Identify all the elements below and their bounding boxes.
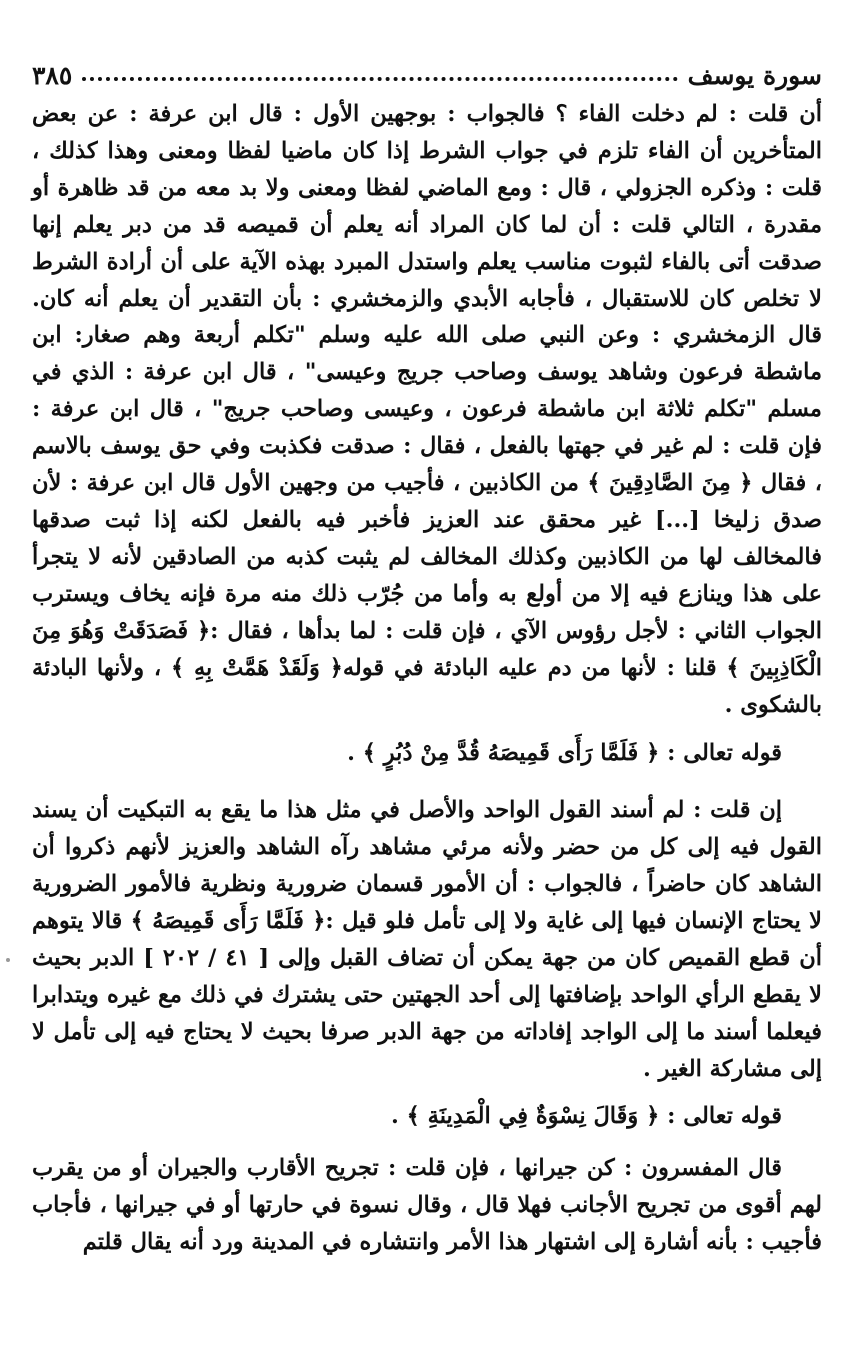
header-dotted-leader: [82, 77, 677, 81]
verse-heading-2: قوله تعالى : ﴿ وَقَالَ نِسْوَةٌ فِي الْمَدِينَةِ ﴾ .: [390, 1102, 782, 1129]
surah-title: سورة يوسف: [687, 60, 822, 90]
page-number: ٣٨٥: [32, 60, 73, 90]
paragraph-3: قال المفسرون : كن جيرانها ، فإن قلت : تجريح الأقارب والجيران أو من يقرب لهم أقوى من تجريح الأجانب فهلا قال ، وقال نسوة في حارتها أو في جيرانها ، فأجاب فأجيب : بأنه أشارة إلى اشتهار هذا الأمر وانتشاره في المدينة ورد أنه يقال قلتم: [32, 1155, 822, 1256]
paragraph-1: أن قلت : لم دخلت الفاء ؟ فالجواب : بوجهين الأول : قال ابن عرفة : عن بعض المتأخرين أن الفاء تلزم في جواب الشرط إذا كان ماضيا لفظا ومعنى وهذا كذلك ، قلت : وذكره الجزولي ، قال : ومع الماضي لفظا ومعنى ولا بد معه من قد ظاهرة أو مقدرة ، التالي قلت : أن لما كان المراد أنه يعلم أن قميصه قد من دبر يعلم إنها صدقت أتى بالفاء لثبوت مناسب يعلم واستدل المبرد بهذه الآية على أن أرادة الشرط لا تخلص كان للاستقبال ، فأجابه الأبدي والزمخشري : بأن التقدير أن يعلم أنه كان. قال الزمخشري : وعن النبي صلى الله عليه وسلم "تكلم أربعة وهم صغار: ابن ماشطة فرعون وشاهد يوسف وصاحب جريج وعيسى" ، قال ابن عرفة : الذي في مسلم "تكلم ثلاثة ابن ماشطة فرعون ، وعيسى وصاحب جريج" ، قال ابن عرفة : فإن قلت : لم غير في جهتها بالفعل ، فقال : صدقت فكذبت وفي حق يوسف بالاسم ، فقال ﴿ مِنَ الصَّادِقِينَ ﴾ من الكاذبين ، فأجيب من وجهين الأول قال ابن عرفة : لأن صدق زليخا [...] غير محقق عند العزيز فأخبر فيه بالفعل لكنه إذا ثبت صدقها فالمخالف لها من الكاذبين وكذلك المخالف لم يثبت كذبه من الصادقين لأنه لا يتجرأ على هذا وينازع فيه إلا من أولع به وأما من جُرّب ذلك منه مرة فإنه يخاف ويسترب الجواب الثاني : لأجل رؤوس الآي ، فإن قلت : لما بدأها ، فقال :﴿ فَصَدَقَتْ وَهُوَ مِنَ الْكَاذِبِينَ ﴾ قلنا : لأنها من دم عليه البادئة في قوله﴿ وَلَقَدْ هَمَّتْ بِهِ ﴾ ، ولأنها البادئة بالشكوى .: [32, 101, 822, 718]
paragraph-2: إن قلت : لم أسند القول الواحد والأصل في مثل هذا ما يقع به التبكيت أن يسند القول فيه إلى كل من حضر ولأنه مرئي مشاهد رآه الشاهد والعزيز لأنهم ذكروا أن الشاهد كان حاضراً ، فالجواب : أن الأمور قسمان ضرورية ونظرية فالأمور الضرورية لا يحتاج الإنسان فيها إلى غاية ولا إلى تأمل فلو قيل :﴿ فَلَمَّا رَأَى قَمِيصَهُ ﴾ قالا يتوهم أن قطع القميص كان من جهة يمكن أن تضاف القبل وإلى [ ٤١ / ٢٠٢ ] الدبر بحيث لا يقطع الرأي الواحد بإضافتها إلى أحد الجهتين حتى يشترك في ذلك مع غيره ويتدابرا فيعلما أسند ما إلى الواجد إفاداته من جهة الدبر صرفا بحيث لا يحتاج فيه إلى تأمل لا إلى مشاركة الغير .: [32, 797, 823, 1082]
margin-dot: [6, 958, 10, 962]
running-header: [32, 58, 822, 92]
book-page: [32, 58, 822, 1358]
verse-heading-1: قوله تعالى : ﴿ فَلَمَّا رَأَى قَمِيصَهُ قُدَّ مِنْ دُبُرٍ ﴾ .: [347, 740, 782, 767]
